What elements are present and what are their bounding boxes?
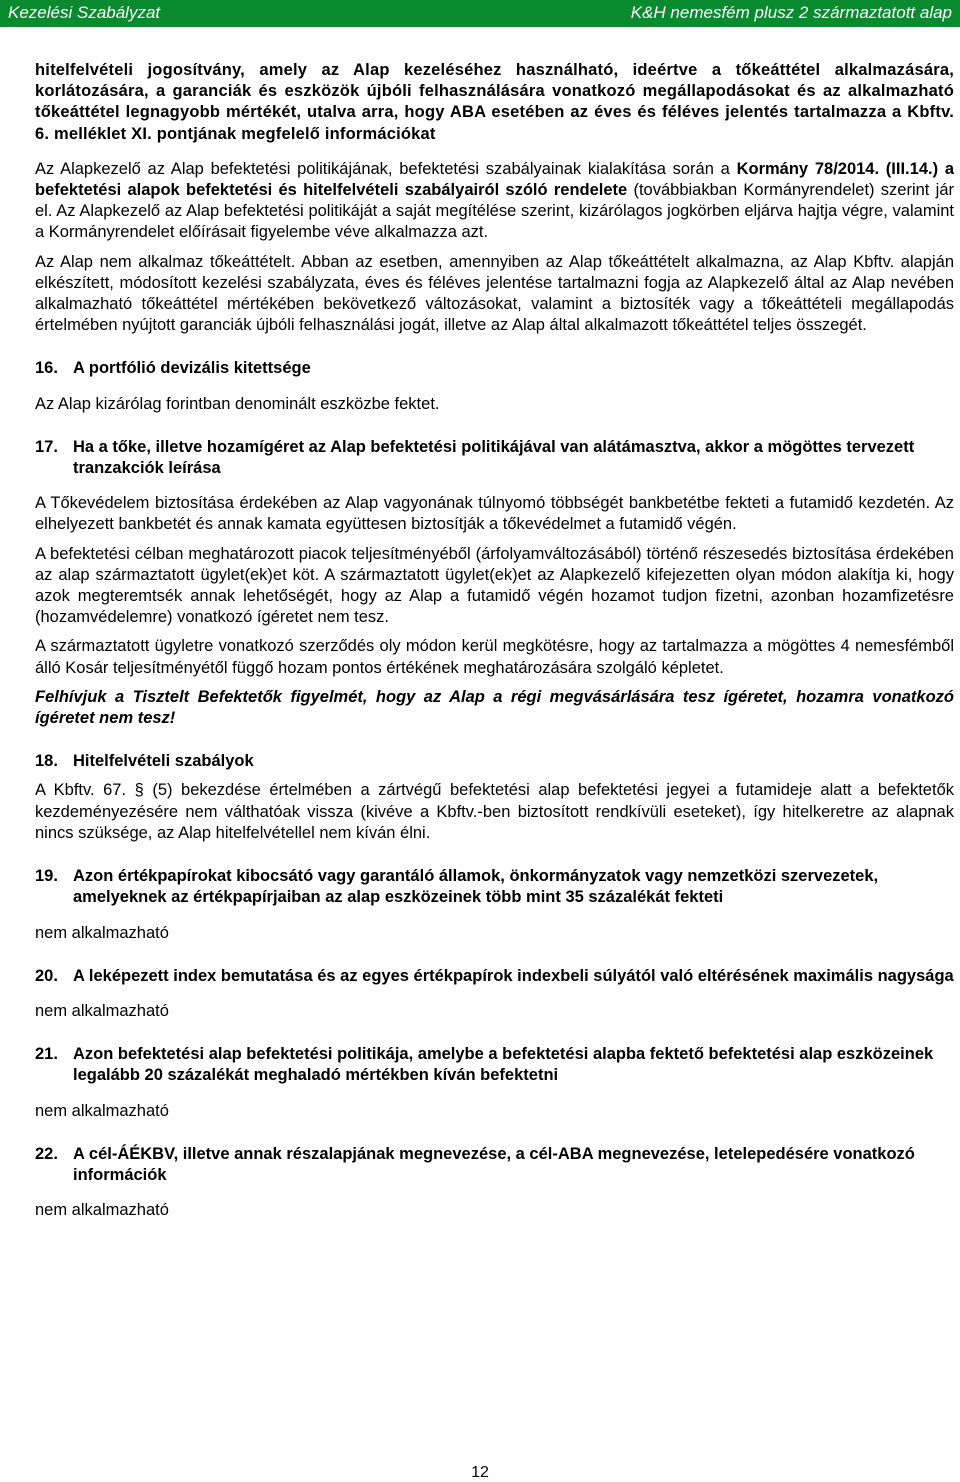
document-body [35, 60, 954, 1221]
leverage-policy-paragraph [35, 159, 954, 244]
leverage-paragraph: Az Alap nem alkalmaz tőkeáttételt. Abban az esetben, amennyiben az Alap tőkeáttételt alkalmazna, az Alap Kbftv. alapján elkészített, módosított kezelési szabályzata, éves és féléves jelentése tartalmazni fogja az Alapkezelő által az Alap nevében alkalmazható tőkeáttétel mértékében bekövetkező változásokat, valamint a biztosíték vagy a tőkeáttételi megállapodás értelmében nyújtott garanciák újbóli felhasználási jogát, illetve az Alap által alkalmazott tőkeáttétel teljes összegét. [35, 252, 954, 335]
para1-start: Az Alapkezelő az Alap befektetési politikájának, befektetési szabályainak kialakítása során a [35, 159, 737, 178]
section-16-heading [35, 358, 954, 379]
section-title: Azon értékpapírokat kibocsátó vagy garantáló államok, önkormányzatok vagy nemzetközi szervezetek, amelyeknek az értékpapírjaiban az alap eszközeinek több mint 35 százalékát fekteti [73, 867, 879, 907]
section-19 [35, 866, 954, 944]
page-header [0, 0, 960, 27]
section-22-body: nem alkalmazható [35, 1201, 169, 1220]
section-16-body: Az Alap kizárólag forintban denominált eszközbe fektet. [35, 394, 440, 413]
section-title: A cél-ÁÉKBV, illetve annak részalapjának megnevezése, a cél-ABA megnevezése, letelepedésére vonatkozó információk [73, 1144, 915, 1184]
section-17-para-3: A származtatott ügyletre vonatkozó szerződés oly módon kerül megkötésre, hogy az tartalmazza a mögöttes 4 nemesfémből álló Kosár teljesítményétől függő hozam pontos értékének meghatározására szolgáló képletet. [35, 637, 954, 677]
section-title: A leképezett index bemutatása és az egyes értékpapírok indexbeli súlyától való eltérésének maximális nagysága [73, 966, 954, 985]
section-21 [35, 1044, 954, 1122]
section-18-heading [35, 751, 954, 772]
header-fund-name: K&H nemesfém plusz 2 származtatott alap [630, 3, 952, 22]
section-18-body: A Kbftv. 67. § (5) bekezdése értelmében a zártvégű befektetési alap befektetési jegyei a futamideje alatt a befektetők kezdeményezésére nem válthatóak vissza (kivéve a Kbftv.-ben biztosított rendkívüli eseteket), így hitelkeretre az alapnak nincs szüksége, az Alap hitelfelvétellel nem kíván élni. [35, 781, 954, 842]
section-17-notice: Felhívjuk a Tisztelt Befektetők figyelmét, hogy az Alap a régi megvásárlására tesz ígéretet, hozamra vonatkozó ígéretet nem tesz! [35, 687, 954, 728]
section-17 [35, 437, 954, 729]
section-title: Ha a tőke, illetve hozamígéret az Alap befektetési politikájával van alátámasztva, akkor a mögöttes tervezett tranzakciók leírása [73, 437, 915, 478]
section-20-body: nem alkalmazható [35, 1001, 169, 1020]
section-title: A portfólió devizális kitettsége [73, 359, 311, 378]
section-title: Hitelfelvételi szabályok [73, 752, 254, 771]
section-20 [35, 966, 954, 1022]
section-19-heading [35, 866, 954, 908]
page-number: 12 [471, 1464, 489, 1481]
section-21-heading [35, 1044, 954, 1086]
regulation-ref-close: ) a befektetési alapok befektetési és hitelfelvételi szabályairól szóló rendelete [35, 159, 955, 200]
section-number: 19. [35, 867, 58, 886]
section-22-heading [35, 1144, 954, 1186]
section-number: 18. [35, 752, 58, 771]
section-17-para-2: A befektetési célban meghatározott piacok teljesítményéből (árfolyamváltozásából) történő részesedés biztosítása érdekében az alap származtatott ügylet(ek)et köt. A származtatott ügylet(ek)et az Alapkezelő kifejezetten olyan módon alakítja ki, hogy azok megteremtsék annak lehetőségét, hogy az Alap a futamidő végén hozamot tudjon fizetni, azonban hozamfizetésre (hozamvédelemre) vonatkozó ígéretet nem tesz. [35, 544, 954, 627]
intro-paragraph: hitelfelvételi jogosítvány, amely az Alap kezeléséhez használható, ideértve a tőkeáttétel alkalmazására, korlátozására, a garanciák és eszközök újbóli felhasználására vonatkozó megállapodásokat és az alkalmazható tőkeáttétel legnagyobb mértékét, utalva arra, hogy ABA esetében az éves és féléves jelentés tartalmazza a Kbftv. 6. melléklet XI. pontjának megfelelő információkat [35, 61, 954, 143]
section-21-body: nem alkalmazható [35, 1101, 169, 1120]
section-22 [35, 1144, 954, 1222]
section-19-body: nem alkalmazható [35, 923, 169, 942]
section-number: 21. [35, 1045, 58, 1064]
section-number: 16. [35, 359, 58, 378]
para1-end: (továbbiakban Kormányrendelet) szerint jár el. Az Alapkezelő az Alap befektetési politikáját a saját megítélése szerint, kizárólagos jogkörben eljárva hajtja végre, valamint a Kormányrendelet előírásait figyelembe véve alkalmazza azt. [35, 181, 954, 242]
section-17-para-1: A Tőkevédelem biztosítása érdekében az Alap vagyonának túlnyomó többségét bankbetétbe fekteti a futamidő kezdetén. Az elhelyezett bankbetét és annak kamata együttesen biztosítják a tőkevédelmet a futamidő végén. [35, 494, 954, 534]
section-number: 17. [35, 437, 58, 456]
section-17-heading [35, 437, 954, 479]
section-16 [35, 358, 954, 414]
regulation-ref: Kormány 78/2014. (III.14. [736, 159, 933, 178]
section-18 [35, 751, 954, 844]
section-20-heading [35, 966, 954, 987]
section-number: 20. [35, 966, 58, 985]
header-doc-title: Kezelési Szabályzat [8, 3, 161, 22]
section-number: 22. [35, 1144, 58, 1163]
section-title: Azon befektetési alap befektetési politikája, amelybe a befektetési alapba fektető befektetési alap eszközeinek legalább 20 százalékát meghaladó mértékben kíván befektetni [73, 1045, 934, 1085]
